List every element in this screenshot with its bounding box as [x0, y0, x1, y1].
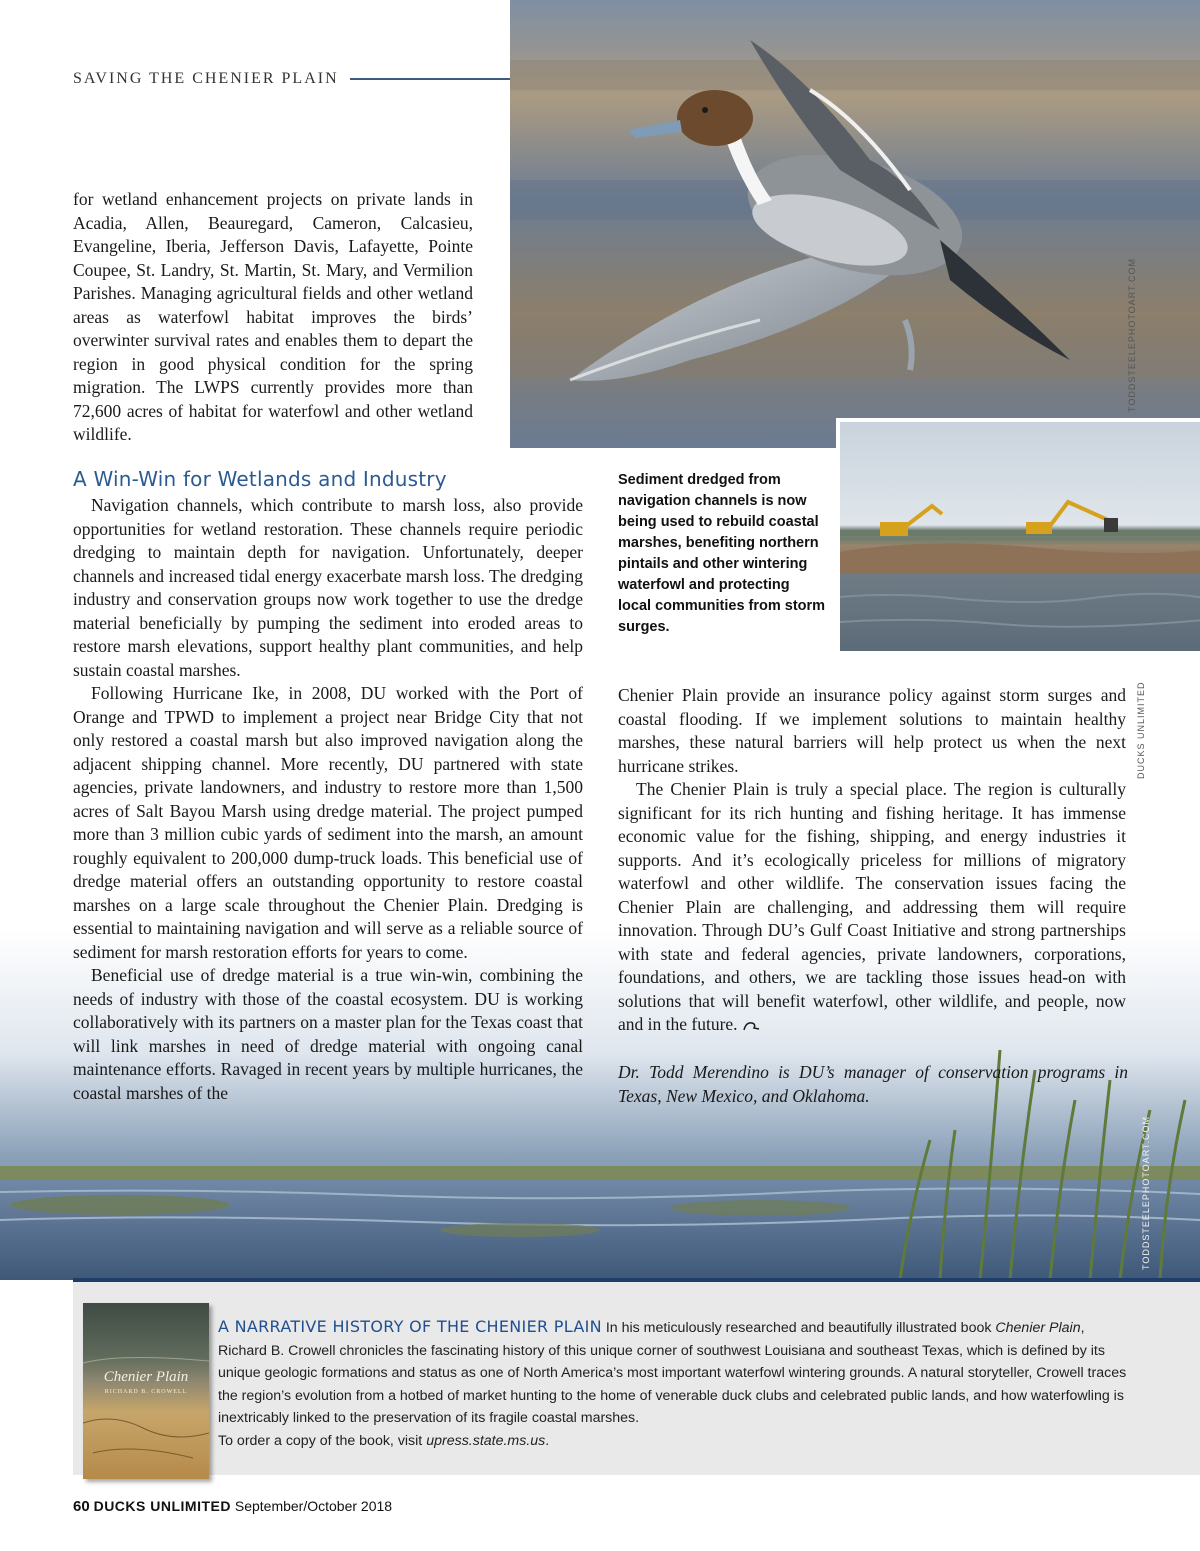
article-paragraph: Navigation channels, which contribute to marsh loss, also provide opportunities for wetland restoration. These channels require periodic dredging to maintain depth for navigation. Unfortunately, deeper channels and increased tidal energy exacerbate marsh loss. The dredging industry and conservation groups now work together to use the dredge material beneficially by pumping the sediment into eroded areas to restore marsh elevations, support healthy plant communities, and help sustain coastal marshes.: [73, 495, 583, 680]
sidebar-heading: A NARRATIVE HISTORY OF THE CHENIER PLAIN: [218, 1317, 602, 1336]
sidebar-text: [218, 1316, 1130, 1452]
dredge-illustration: [840, 422, 1200, 651]
book-cover-author: RICHARD B. CROWELL: [104, 1389, 188, 1395]
dredge-photo-credit: DUCKS UNLIMITED: [1136, 681, 1146, 779]
marsh-photo-credit: TODDSTEELEPHOTOART.COM: [1141, 1115, 1151, 1270]
article-column-3: [618, 684, 1126, 1037]
sidebar-order-text: To order a copy of the book, visit: [218, 1432, 423, 1449]
sidebar-body: , Richard B. Crowell chronicles the fascinating history of this unique corner of southwest Louisiana and southeast Texas, which is defined by its unique geologic formations and status as one of North America’s most important waterfowl wintering grounds. A natural storyteller, Crowell traces the region’s evolution from a hotbed of market hunting to the home of venerable duck clubs and celebrated public lands, and how waterfowling is inextricably linked to the preservation of its fragile coastal marshes.: [218, 1320, 1127, 1426]
article-paragraph: Chenier Plain provide an insurance policy against storm surges and coastal flooding. If we implement solutions to maintain healthy marshes, these natural barriers will help protect us when the next hurricane strikes.: [618, 685, 1126, 776]
section-heading: A Win-Win for Wetlands and Industry: [73, 467, 447, 491]
page-number: 60: [73, 1498, 90, 1515]
pintail-photo-credit: TODDSTEELEPHOTOART.COM: [1127, 257, 1137, 412]
sidebar-order-link[interactable]: upress.state.ms.us: [426, 1432, 546, 1449]
running-head: SAVING THE CHENIER PLAIN: [73, 70, 339, 87]
page-footer: [73, 1498, 392, 1515]
header-rule: [350, 78, 510, 80]
book-cover-title: Chenier Plain: [103, 1369, 189, 1385]
sidebar-lead: In his meticulously researched and beautifully illustrated book: [605, 1320, 992, 1336]
magazine-name: DUCKS UNLIMITED: [93, 1498, 231, 1514]
book-cover-image: [83, 1303, 209, 1479]
article-paragraph: for wetland enhancement projects on private lands in Acadia, Allen, Beauregard, Cameron, Calcasieu, Evangeline, Iberia, Jefferson Davis, Lafayette, Pointe Coupee, St. Landry, St. Martin, St. Mary, and Vermilion Parishes. Managing agricultural fields and other wetland areas as waterfowl habitat improves the birds’ overwinter survival rates and enables them to depart the region in good physical condition for the spring migration. The LWPS currently provides more than 72,600 acres of habitat for waterfowl and other wetland wildlife.: [73, 189, 473, 444]
sidebar-order-end: .: [545, 1432, 550, 1449]
sidebar-book-title: Chenier Plain: [995, 1320, 1081, 1336]
article-paragraph-final: [618, 778, 1126, 1037]
duck-head-icon: [742, 1020, 760, 1032]
author-bio: Dr. Todd Merendino is DU’s manager of conservation programs in Texas, New Mexico, and Oklahoma.: [618, 1062, 1128, 1106]
article-column-2: [73, 494, 583, 1105]
issue-date: September/October 2018: [234, 1498, 393, 1514]
dredge-photo: [836, 418, 1200, 651]
article-paragraph-text: The Chenier Plain is truly a special place. The region is culturally significant for its rich hunting and fishing heritage. It has immense economic value for the fishing, shipping, and energy industries it supports. And it’s ecologically priceless for millions of migratory waterfowl and other wildlife. The conservation issues facing the Chenier Plain are challenging, and addressing them will require innovation. Through DU’s Gulf Coast Initiative and strong partnerships with state and federal agencies, private landowners, corporations, foundations, and others, we are tackling those issues head-on with solutions that will benefit waterfowl, other wildlife, and people, now and in the future.: [618, 779, 1126, 1034]
photo-caption: Sediment dredged from navigation channels is now being used to rebuild coastal marshes, benefiting northern pintails and other wintering waterfowl and protecting local communities from storm surges.: [618, 472, 826, 635]
pintail-photo: [510, 0, 1200, 448]
article-column-1: [73, 188, 473, 447]
article-paragraph: Beneficial use of dredge material is a true win-win, combining the needs of industry with those of the coastal ecosystem. DU is working collaboratively with its partners on a master plan for the Texas coast that will link marshes in need of dredge material with ongoing canal maintenance efforts. Ravaged in recent years by multiple hurricanes, the coastal marshes of the: [73, 965, 583, 1103]
article-paragraph: Following Hurricane Ike, in 2008, DU worked with the Port of Orange and TPWD to implement a project near Bridge City that not only restored a coastal marsh but also improved navigation along the adjacent shipping channel. More recently, DU partnered with state agencies, private landowners, and industry to restore more than 1,500 acres of Salt Bayou Marsh using dredge material. The project pumped more than 3 million cubic yards of sediment into the marsh, an amount roughly equivalent to 200,000 dump-truck loads. This beneficial use of dredge material offers an outstanding opportunity to restore coastal marshes on a large scale throughout the Chenier Plain. Dredging is essential to maintaining navigation and will serve as a reliable source of sediment for marsh restoration efforts for years to come.: [73, 683, 583, 962]
pintail-illustration: [510, 0, 1200, 448]
